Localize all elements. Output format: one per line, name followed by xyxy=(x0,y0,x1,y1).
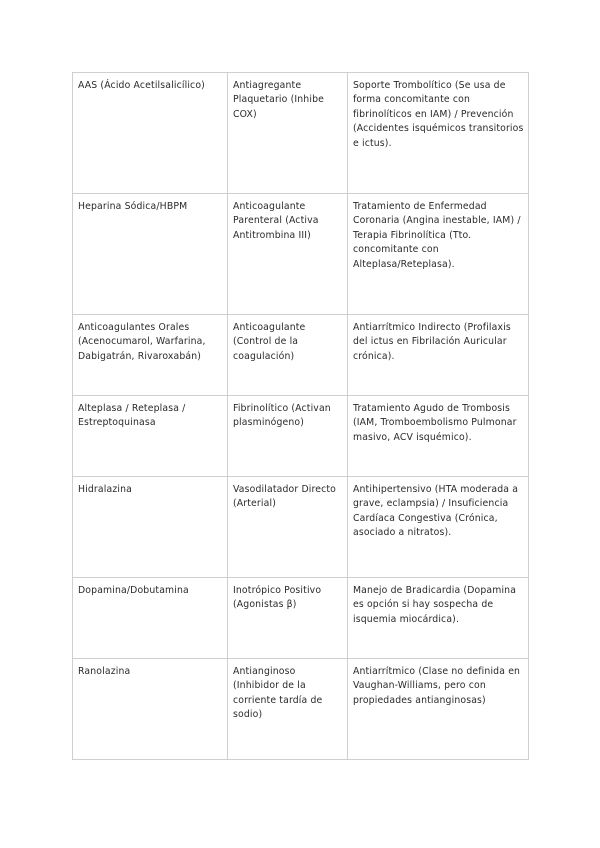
drug-use-cell: Antihipertensivo (HTA moderada a grave, eclampsia) / Insuficiencia Cardíaca Congestiva (Crónica, asociado a nitratos). xyxy=(348,477,529,578)
table-row xyxy=(73,194,529,315)
drug-use-cell: Antiarrítmico (Clase no definida en Vaughan-Williams, pero con propiedades antianginosas) xyxy=(348,659,529,760)
drug-name-cell: AAS (Ácido Acetilsalicílico) xyxy=(73,73,228,194)
drug-name-cell: Anticoagulantes Orales (Acenocumarol, Warfarina, Dabigatrán, Rivaroxabán) xyxy=(73,315,228,396)
drug-use-cell: Manejo de Bradicardia (Dopamina es opción si hay sospecha de isquemia miocárdica). xyxy=(348,578,529,659)
table-row xyxy=(73,578,529,659)
drug-class-cell: Antianginoso (Inhibidor de la corriente tardía de sodio) xyxy=(228,659,348,760)
table-row xyxy=(73,659,529,760)
table-row xyxy=(73,396,529,477)
drug-use-cell: Tratamiento de Enfermedad Coronaria (Angina inestable, IAM) / Terapia Fibrinolítica (Tto. concomitante con Alteplasa/Reteplasa). xyxy=(348,194,529,315)
drug-class-cell: Anticoagulante (Control de la coagulación) xyxy=(228,315,348,396)
drug-class-cell: Inotrópico Positivo (Agonistas β) xyxy=(228,578,348,659)
drug-class-cell: Anticoagulante Parenteral (Activa Antitrombina III) xyxy=(228,194,348,315)
drug-use-cell: Tratamiento Agudo de Trombosis (IAM, Tromboembolismo Pulmonar masivo, ACV isquémico). xyxy=(348,396,529,477)
table-row xyxy=(73,477,529,578)
table-row xyxy=(73,73,529,194)
table-row xyxy=(73,315,529,396)
drug-name-cell: Heparina Sódica/HBPM xyxy=(73,194,228,315)
drug-name-cell: Hidralazina xyxy=(73,477,228,578)
drug-class-cell: Antiagregante Plaquetario (Inhibe COX) xyxy=(228,73,348,194)
drug-name-cell: Dopamina/Dobutamina xyxy=(73,578,228,659)
drug-class-cell: Fibrinolítico (Activan plasminógeno) xyxy=(228,396,348,477)
drug-use-cell: Soporte Trombolítico (Se usa de forma concomitante con fibrinolíticos en IAM) / Prevención (Accidentes isquémicos transitorios e ictus). xyxy=(348,73,529,194)
drug-name-cell: Alteplasa / Reteplasa / Estreptoquinasa xyxy=(73,396,228,477)
drug-table xyxy=(72,72,529,760)
drug-class-cell: Vasodilatador Directo (Arterial) xyxy=(228,477,348,578)
drug-name-cell: Ranolazina xyxy=(73,659,228,760)
drug-use-cell: Antiarrítmico Indirecto (Profilaxis del ictus en Fibrilación Auricular crónica). xyxy=(348,315,529,396)
